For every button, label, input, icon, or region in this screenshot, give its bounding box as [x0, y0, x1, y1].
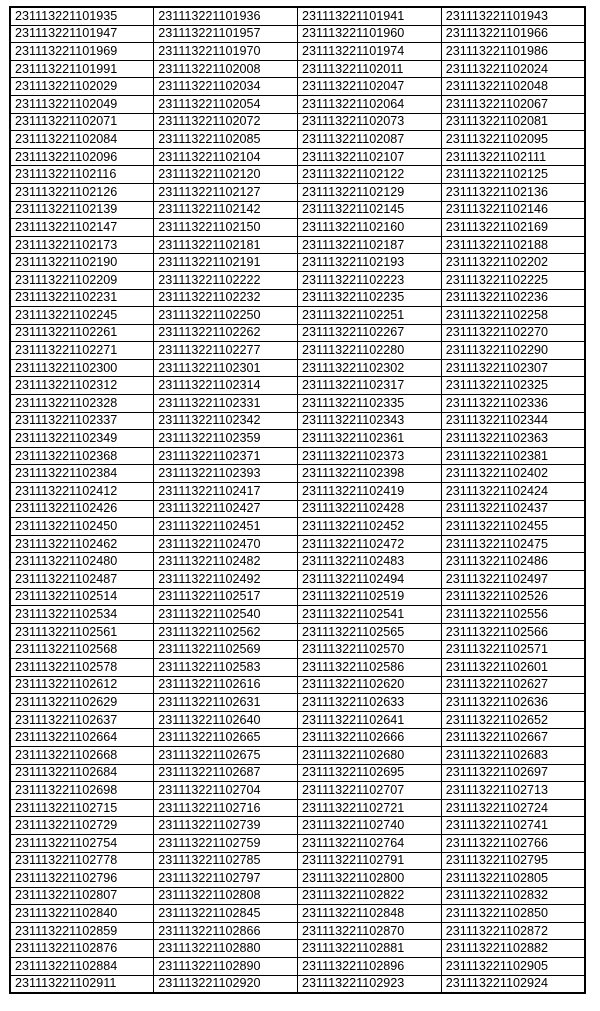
- roll-number-cell: 231113221102125: [441, 166, 585, 184]
- roll-number-cell: 231113221102064: [298, 95, 442, 113]
- roll-number-cell: 231113221102049: [10, 95, 154, 113]
- table-row: [10, 729, 585, 747]
- roll-number-cell: 231113221102095: [441, 131, 585, 149]
- roll-number-cell: 231113221102472: [298, 535, 442, 553]
- roll-number-cell: 231113221102424: [441, 483, 585, 501]
- roll-number-cell: 231113221102666: [298, 729, 442, 747]
- table-row: [10, 711, 585, 729]
- table-row: [10, 852, 585, 870]
- roll-number-cell: 231113221102231: [10, 289, 154, 307]
- table-row: [10, 219, 585, 237]
- roll-number-cell: 231113221102029: [10, 78, 154, 96]
- roll-number-cell: 231113221102258: [441, 307, 585, 325]
- roll-number-cell: 231113221102636: [441, 694, 585, 712]
- roll-number-cell: 231113221102067: [441, 95, 585, 113]
- roll-number-cell: 231113221102160: [298, 219, 442, 237]
- roll-number-cell: 231113221102280: [298, 342, 442, 360]
- table-row: [10, 641, 585, 659]
- table-row: [10, 535, 585, 553]
- roll-number-cell: 231113221102740: [298, 817, 442, 835]
- table-row: [10, 7, 585, 25]
- table-row: [10, 834, 585, 852]
- roll-number-cell: 231113221102704: [154, 782, 298, 800]
- roll-number-cell: 231113221102840: [10, 905, 154, 923]
- roll-number-cell: 231113221102566: [441, 623, 585, 641]
- roll-number-cell: 231113221102923: [298, 975, 442, 993]
- roll-number-cell: 231113221102302: [298, 359, 442, 377]
- table-row: [10, 342, 585, 360]
- roll-number-cell: 231113221102008: [154, 60, 298, 78]
- roll-number-cell: 231113221102652: [441, 711, 585, 729]
- table-row: [10, 676, 585, 694]
- roll-number-cell: 231113221102331: [154, 395, 298, 413]
- roll-number-cell: 231113221101970: [154, 43, 298, 61]
- table-row: [10, 148, 585, 166]
- roll-number-cell: 231113221102202: [441, 254, 585, 272]
- roll-number-cell: 231113221102881: [298, 940, 442, 958]
- table-row: [10, 465, 585, 483]
- roll-number-cell: 231113221102398: [298, 465, 442, 483]
- roll-number-cell: 231113221102631: [154, 694, 298, 712]
- roll-number-cell: 231113221102122: [298, 166, 442, 184]
- roll-number-cell: 231113221102336: [441, 395, 585, 413]
- roll-number-cell: 231113221102870: [298, 922, 442, 940]
- roll-number-cell: 231113221102924: [441, 975, 585, 993]
- table-row: [10, 395, 585, 413]
- roll-number-cell: 231113221102146: [441, 201, 585, 219]
- roll-number-cell: 231113221102325: [441, 377, 585, 395]
- roll-number-cell: 231113221102641: [298, 711, 442, 729]
- roll-number-cell: 231113221102402: [441, 465, 585, 483]
- roll-number-cell: 231113221101974: [298, 43, 442, 61]
- roll-number-cell: 231113221102848: [298, 905, 442, 923]
- roll-number-cell: 231113221102880: [154, 940, 298, 958]
- roll-number-cell: 231113221102081: [441, 113, 585, 131]
- table-row: [10, 201, 585, 219]
- table-row: [10, 975, 585, 993]
- roll-number-cell: 231113221102393: [154, 465, 298, 483]
- roll-number-cell: 231113221102541: [298, 606, 442, 624]
- table-row: [10, 447, 585, 465]
- roll-number-cell: 231113221102695: [298, 764, 442, 782]
- roll-number-cell: 231113221102715: [10, 799, 154, 817]
- table-row: [10, 623, 585, 641]
- roll-number-cell: 231113221102071: [10, 113, 154, 131]
- roll-number-cell: 231113221102236: [441, 289, 585, 307]
- roll-number-cell: 231113221102193: [298, 254, 442, 272]
- roll-number-cell: 231113221102011: [298, 60, 442, 78]
- roll-number-cell: 231113221102697: [441, 764, 585, 782]
- roll-number-cell: 231113221102187: [298, 236, 442, 254]
- roll-number-cell: 231113221102072: [154, 113, 298, 131]
- roll-number-cell: 231113221102562: [154, 623, 298, 641]
- roll-number-cell: 231113221102519: [298, 588, 442, 606]
- roll-number-cell: 231113221102684: [10, 764, 154, 782]
- roll-number-cell: 231113221102225: [441, 271, 585, 289]
- table-row: [10, 289, 585, 307]
- table-row: [10, 606, 585, 624]
- roll-number-cell: 231113221102034: [154, 78, 298, 96]
- roll-number-cell: 231113221101991: [10, 60, 154, 78]
- table-row: [10, 78, 585, 96]
- roll-number-cell: 231113221102795: [441, 852, 585, 870]
- roll-number-cell: 231113221102480: [10, 553, 154, 571]
- roll-number-cell: 231113221102800: [298, 870, 442, 888]
- roll-number-cell: 231113221102791: [298, 852, 442, 870]
- table-row: [10, 571, 585, 589]
- roll-number-cell: 231113221102147: [10, 219, 154, 237]
- roll-number-cell: 231113221102556: [441, 606, 585, 624]
- table-row: [10, 236, 585, 254]
- roll-number-cell: 231113221102601: [441, 658, 585, 676]
- roll-number-cell: 231113221102882: [441, 940, 585, 958]
- table-row: [10, 43, 585, 61]
- roll-number-cell: 231113221102181: [154, 236, 298, 254]
- roll-number-cell: 231113221102145: [298, 201, 442, 219]
- table-row: [10, 940, 585, 958]
- roll-number-cell: 231113221102277: [154, 342, 298, 360]
- roll-number-cell: 231113221102349: [10, 430, 154, 448]
- table-row: [10, 113, 585, 131]
- roll-number-cell: 231113221102807: [10, 887, 154, 905]
- roll-number-cell: 231113221102450: [10, 518, 154, 536]
- table-row: [10, 183, 585, 201]
- roll-number-cell: 231113221102262: [154, 324, 298, 342]
- roll-number-table: [9, 6, 586, 994]
- roll-number-cell: 231113221102797: [154, 870, 298, 888]
- roll-number-cell: 231113221102116: [10, 166, 154, 184]
- roll-number-cell: 231113221102188: [441, 236, 585, 254]
- roll-number-cell: 231113221102668: [10, 746, 154, 764]
- table-row: [10, 887, 585, 905]
- roll-number-cell: 231113221102850: [441, 905, 585, 923]
- table-row: [10, 430, 585, 448]
- roll-number-cell: 231113221101941: [298, 7, 442, 25]
- roll-number-cell: 231113221102343: [298, 412, 442, 430]
- roll-number-cell: 231113221102337: [10, 412, 154, 430]
- roll-number-cell: 231113221102905: [441, 958, 585, 976]
- table-row: [10, 359, 585, 377]
- roll-number-cell: 231113221102359: [154, 430, 298, 448]
- roll-number-cell: 231113221102741: [441, 817, 585, 835]
- table-row: [10, 799, 585, 817]
- roll-number-cell: 231113221102107: [298, 148, 442, 166]
- roll-number-cell: 231113221102084: [10, 131, 154, 149]
- table-row: [10, 307, 585, 325]
- roll-number-cell: 231113221102317: [298, 377, 442, 395]
- roll-number-cell: 231113221102612: [10, 676, 154, 694]
- roll-number-cell: 231113221102384: [10, 465, 154, 483]
- roll-number-cell: 231113221102778: [10, 852, 154, 870]
- roll-number-cell: 231113221102920: [154, 975, 298, 993]
- roll-number-cell: 231113221102724: [441, 799, 585, 817]
- roll-number-cell: 231113221102048: [441, 78, 585, 96]
- roll-number-cell: 231113221102698: [10, 782, 154, 800]
- roll-number-cell: 231113221102129: [298, 183, 442, 201]
- roll-number-cell: 231113221102270: [441, 324, 585, 342]
- roll-number-cell: 231113221102470: [154, 535, 298, 553]
- roll-number-cell: 231113221102633: [298, 694, 442, 712]
- roll-number-cell: 231113221102314: [154, 377, 298, 395]
- roll-number-cell: 231113221102739: [154, 817, 298, 835]
- table-row: [10, 412, 585, 430]
- roll-number-cell: 231113221102845: [154, 905, 298, 923]
- roll-number-cell: 231113221102451: [154, 518, 298, 536]
- roll-number-cell: 231113221102085: [154, 131, 298, 149]
- roll-number-cell: 231113221101969: [10, 43, 154, 61]
- roll-number-cell: 231113221102368: [10, 447, 154, 465]
- roll-number-cell: 231113221101986: [441, 43, 585, 61]
- roll-number-cell: 231113221102328: [10, 395, 154, 413]
- roll-number-cell: 231113221102664: [10, 729, 154, 747]
- roll-number-cell: 231113221102713: [441, 782, 585, 800]
- roll-number-cell: 231113221102047: [298, 78, 442, 96]
- roll-number-cell: 231113221102271: [10, 342, 154, 360]
- roll-number-cell: 231113221102687: [154, 764, 298, 782]
- roll-number-cell: 231113221102417: [154, 483, 298, 501]
- roll-number-cell: 231113221102419: [298, 483, 442, 501]
- roll-number-cell: 231113221102526: [441, 588, 585, 606]
- roll-number-cell: 231113221102640: [154, 711, 298, 729]
- roll-number-cell: 231113221102497: [441, 571, 585, 589]
- roll-number-cell: 231113221102683: [441, 746, 585, 764]
- roll-number-cell: 231113221102261: [10, 324, 154, 342]
- table-row: [10, 271, 585, 289]
- table-row: [10, 518, 585, 536]
- roll-number-cell: 231113221102721: [298, 799, 442, 817]
- roll-number-cell: 231113221101947: [10, 25, 154, 43]
- roll-number-cell: 231113221102859: [10, 922, 154, 940]
- roll-number-cell: 231113221102251: [298, 307, 442, 325]
- roll-number-cell: 231113221102616: [154, 676, 298, 694]
- roll-number-cell: 231113221102716: [154, 799, 298, 817]
- table-row: [10, 131, 585, 149]
- table-row: [10, 870, 585, 888]
- roll-number-cell: 231113221102754: [10, 834, 154, 852]
- roll-number-cell: 231113221102822: [298, 887, 442, 905]
- roll-number-cell: 231113221102307: [441, 359, 585, 377]
- roll-number-cell: 231113221102126: [10, 183, 154, 201]
- roll-number-cell: 231113221102169: [441, 219, 585, 237]
- table-row: [10, 694, 585, 712]
- roll-number-cell: 231113221102569: [154, 641, 298, 659]
- roll-number-cell: 231113221102517: [154, 588, 298, 606]
- roll-number-cell: 231113221102805: [441, 870, 585, 888]
- roll-number-cell: 231113221102344: [441, 412, 585, 430]
- roll-number-cell: 231113221102190: [10, 254, 154, 272]
- table-row: [10, 377, 585, 395]
- roll-number-cell: 231113221102245: [10, 307, 154, 325]
- roll-number-cell: 231113221102363: [441, 430, 585, 448]
- roll-number-cell: 231113221101943: [441, 7, 585, 25]
- roll-number-table-body: [10, 7, 585, 993]
- roll-number-cell: 231113221102832: [441, 887, 585, 905]
- roll-number-cell: 231113221102381: [441, 447, 585, 465]
- roll-number-cell: 231113221102866: [154, 922, 298, 940]
- roll-number-cell: 231113221102111: [441, 148, 585, 166]
- roll-number-cell: 231113221102568: [10, 641, 154, 659]
- roll-number-cell: 231113221102637: [10, 711, 154, 729]
- roll-number-cell: 231113221102426: [10, 500, 154, 518]
- roll-number-cell: 231113221102024: [441, 60, 585, 78]
- roll-number-cell: 231113221102437: [441, 500, 585, 518]
- roll-number-cell: 231113221102492: [154, 571, 298, 589]
- roll-number-cell: 231113221102235: [298, 289, 442, 307]
- roll-number-cell: 231113221102729: [10, 817, 154, 835]
- roll-number-cell: 231113221101957: [154, 25, 298, 43]
- roll-number-cell: 231113221102250: [154, 307, 298, 325]
- roll-number-cell: 231113221102342: [154, 412, 298, 430]
- roll-number-cell: 231113221102876: [10, 940, 154, 958]
- table-row: [10, 166, 585, 184]
- roll-number-cell: 231113221102301: [154, 359, 298, 377]
- table-row: [10, 483, 585, 501]
- roll-number-cell: 231113221102884: [10, 958, 154, 976]
- roll-number-cell: 231113221101966: [441, 25, 585, 43]
- roll-number-cell: 231113221102896: [298, 958, 442, 976]
- table-row: [10, 60, 585, 78]
- roll-number-cell: 231113221102583: [154, 658, 298, 676]
- roll-number-cell: 231113221102494: [298, 571, 442, 589]
- roll-number-cell: 231113221102428: [298, 500, 442, 518]
- roll-number-cell: 231113221102136: [441, 183, 585, 201]
- roll-number-cell: 231113221102759: [154, 834, 298, 852]
- roll-number-cell: 231113221102361: [298, 430, 442, 448]
- roll-number-cell: 231113221102534: [10, 606, 154, 624]
- table-row: [10, 553, 585, 571]
- roll-number-cell: 231113221102571: [441, 641, 585, 659]
- roll-number-cell: 231113221102570: [298, 641, 442, 659]
- table-row: [10, 764, 585, 782]
- roll-number-cell: 231113221102104: [154, 148, 298, 166]
- table-row: [10, 324, 585, 342]
- roll-number-cell: 231113221102096: [10, 148, 154, 166]
- roll-number-cell: 231113221102412: [10, 483, 154, 501]
- roll-number-cell: 231113221102540: [154, 606, 298, 624]
- roll-number-sheet: [9, 6, 586, 994]
- roll-number-cell: 231113221102475: [441, 535, 585, 553]
- roll-number-cell: 231113221102427: [154, 500, 298, 518]
- roll-number-cell: 231113221102578: [10, 658, 154, 676]
- roll-number-cell: 231113221102675: [154, 746, 298, 764]
- roll-number-cell: 231113221102054: [154, 95, 298, 113]
- table-row: [10, 817, 585, 835]
- roll-number-cell: 231113221102335: [298, 395, 442, 413]
- table-row: [10, 25, 585, 43]
- roll-number-cell: 231113221102073: [298, 113, 442, 131]
- roll-number-cell: 231113221102127: [154, 183, 298, 201]
- roll-number-cell: 231113221102707: [298, 782, 442, 800]
- roll-number-cell: 231113221102586: [298, 658, 442, 676]
- roll-number-cell: 231113221102087: [298, 131, 442, 149]
- roll-number-cell: 231113221102455: [441, 518, 585, 536]
- roll-number-cell: 231113221102796: [10, 870, 154, 888]
- roll-number-cell: 231113221102222: [154, 271, 298, 289]
- roll-number-cell: 231113221102483: [298, 553, 442, 571]
- roll-number-cell: 231113221101960: [298, 25, 442, 43]
- roll-number-cell: 231113221102514: [10, 588, 154, 606]
- roll-number-cell: 231113221102808: [154, 887, 298, 905]
- roll-number-cell: 231113221102565: [298, 623, 442, 641]
- roll-number-cell: 231113221102890: [154, 958, 298, 976]
- roll-number-cell: 231113221102191: [154, 254, 298, 272]
- table-row: [10, 658, 585, 676]
- roll-number-cell: 231113221102290: [441, 342, 585, 360]
- roll-number-cell: 231113221102300: [10, 359, 154, 377]
- roll-number-cell: 231113221102142: [154, 201, 298, 219]
- roll-number-cell: 231113221101936: [154, 7, 298, 25]
- roll-number-cell: 231113221102911: [10, 975, 154, 993]
- roll-number-cell: 231113221102872: [441, 922, 585, 940]
- roll-number-cell: 231113221102209: [10, 271, 154, 289]
- roll-number-cell: 231113221102487: [10, 571, 154, 589]
- roll-number-cell: 231113221102223: [298, 271, 442, 289]
- table-row: [10, 905, 585, 923]
- roll-number-cell: 231113221102139: [10, 201, 154, 219]
- table-row: [10, 782, 585, 800]
- roll-number-cell: 231113221102766: [441, 834, 585, 852]
- roll-number-cell: 231113221102620: [298, 676, 442, 694]
- table-row: [10, 588, 585, 606]
- table-row: [10, 746, 585, 764]
- roll-number-cell: 231113221102232: [154, 289, 298, 307]
- roll-number-cell: 231113221102627: [441, 676, 585, 694]
- roll-number-cell: 231113221102462: [10, 535, 154, 553]
- table-row: [10, 254, 585, 272]
- roll-number-cell: 231113221102486: [441, 553, 585, 571]
- table-row: [10, 95, 585, 113]
- table-row: [10, 958, 585, 976]
- roll-number-cell: 231113221102667: [441, 729, 585, 747]
- roll-number-cell: 231113221102680: [298, 746, 442, 764]
- roll-number-cell: 231113221102267: [298, 324, 442, 342]
- roll-number-cell: 231113221102373: [298, 447, 442, 465]
- roll-number-cell: 231113221102561: [10, 623, 154, 641]
- roll-number-cell: 231113221101935: [10, 7, 154, 25]
- roll-number-cell: 231113221102785: [154, 852, 298, 870]
- roll-number-cell: 231113221102173: [10, 236, 154, 254]
- roll-number-cell: 231113221102452: [298, 518, 442, 536]
- roll-number-cell: 231113221102371: [154, 447, 298, 465]
- table-row: [10, 922, 585, 940]
- table-row: [10, 500, 585, 518]
- roll-number-cell: 231113221102482: [154, 553, 298, 571]
- roll-number-cell: 231113221102150: [154, 219, 298, 237]
- roll-number-cell: 231113221102629: [10, 694, 154, 712]
- roll-number-cell: 231113221102665: [154, 729, 298, 747]
- roll-number-cell: 231113221102764: [298, 834, 442, 852]
- roll-number-cell: 231113221102312: [10, 377, 154, 395]
- roll-number-cell: 231113221102120: [154, 166, 298, 184]
